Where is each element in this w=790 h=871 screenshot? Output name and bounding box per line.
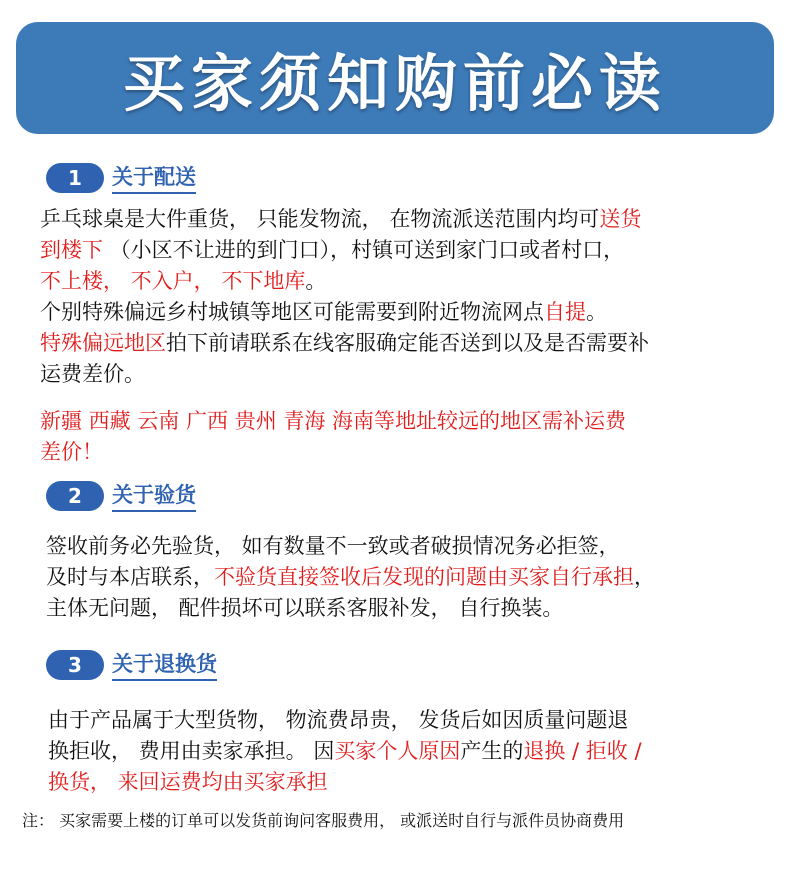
text-line <box>46 562 655 593</box>
section-inspection-header <box>46 479 196 513</box>
section-delivery-header <box>46 161 196 195</box>
text-line <box>40 266 649 297</box>
text-line <box>40 235 649 266</box>
highlight-text: 买家个人原因 <box>334 739 461 763</box>
section-returns-header <box>46 648 217 682</box>
body-text: 产生的 <box>460 739 524 763</box>
section-number-badge: 1 <box>46 163 104 193</box>
highlight-text: 送货 <box>599 207 642 231</box>
text-line <box>48 767 642 798</box>
text-line <box>40 297 649 328</box>
banner-title: 买家须知购前必读 <box>122 46 667 120</box>
body-text: 及时与本店联系， <box>46 565 214 589</box>
section-number-badge: 2 <box>46 481 104 511</box>
body-text: 。 <box>305 269 327 293</box>
delivery-text <box>40 204 649 390</box>
highlight-text: 不验货直接签收后发现的问题由买家自行承担 <box>214 565 634 589</box>
body-text: 由于产品属于大型货物， 物流费昂贵， 发货后如因质量问题退 <box>48 708 629 732</box>
body-text: 乒乓球桌是大件重货， 只能发物流， 在物流派送范围内均可 <box>40 207 600 231</box>
body-text: 换货， 来回运费均由买家承担 <box>48 770 328 794</box>
text-line <box>40 328 649 359</box>
body-text: （小区不让进的到门口），村镇可送到家门口或者村口， <box>103 238 625 262</box>
body-text: 。 <box>586 300 607 324</box>
text-line <box>40 359 649 390</box>
section-title: 关于配送 <box>112 163 196 194</box>
body-text: 签收前务必先验货， 如有数量不一致或者破损情况务必拒签， <box>46 534 620 558</box>
highlight-text: 到楼下 <box>40 238 103 262</box>
text-line <box>46 593 655 624</box>
body-text: 主体无问题， 配件损坏可以联系客服补发， 自行换装。 <box>46 596 564 620</box>
body-text: 换拒收， 费用由卖家承担。 因 <box>48 739 335 763</box>
text-line <box>48 705 642 736</box>
highlight-text: 不上楼， 不入户， 不下地库 <box>40 269 306 293</box>
highlight-text: 自提 <box>544 300 586 324</box>
remote-area-notice <box>40 406 626 468</box>
footer-note: 注： 买家需要上楼的订单可以发货前询问客服费用， 或派送时自行与派件员协商费用 <box>22 811 625 830</box>
inspection-text <box>46 531 655 624</box>
body-text: ， <box>634 565 655 589</box>
header-banner <box>16 22 774 134</box>
text-line <box>40 204 649 235</box>
text-line: 新疆 西藏 云南 广西 贵州 青海 海南等地址较远的地区需补运费 <box>40 409 627 433</box>
body-text: 运费差价。 <box>40 362 145 386</box>
highlight-text: 特殊偏远地区 <box>40 331 166 355</box>
section-title: 关于验货 <box>112 481 196 512</box>
returns-text <box>48 705 642 798</box>
section-title: 关于退换货 <box>112 650 217 681</box>
text-line <box>46 531 655 562</box>
body-text: 个别特殊偏远乡村城镇等地区可能需要到附近物流网点 <box>40 300 544 324</box>
text-line <box>48 736 642 767</box>
text-line: 差价！ <box>40 440 103 464</box>
highlight-text: 退换 / 拒收 / <box>523 739 642 763</box>
section-number-badge: 3 <box>46 650 104 680</box>
body-text: 拍下前请联系在线客服确定能否送到以及是否需要补 <box>166 331 649 355</box>
